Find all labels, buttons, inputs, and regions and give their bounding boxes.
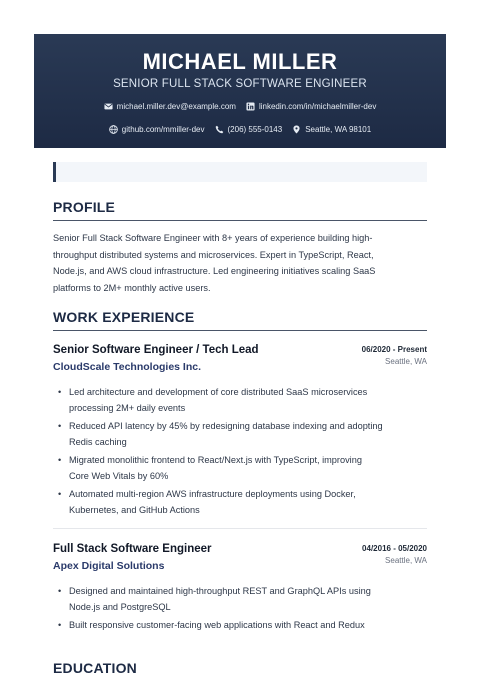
profile-rule (53, 220, 427, 221)
job-title: Senior Software Engineer / Tech Lead (53, 344, 259, 356)
job-company: CloudScale Technologies Inc. (53, 361, 201, 373)
list-item: • Migrated monolithic frontend to React/Next.js with TypeScript, improving Core Web Vitals by 60% (53, 452, 427, 484)
linkedin-icon (246, 102, 255, 111)
job-location: Seattle, WA (385, 357, 427, 366)
profile-heading: PROFILE (53, 199, 116, 215)
location-text: Seattle, WA 98101 (305, 125, 372, 134)
profile-line: Senior Full Stack Software Engineer with 8+ years of experience building high- (53, 233, 373, 243)
contact-github[interactable] (109, 125, 205, 134)
job-bullets (53, 384, 427, 520)
envelope-icon (104, 102, 113, 111)
list-item: • Designed and maintained high-throughput REST and GraphQL APIs using Node.js and PostgreSQL (53, 583, 427, 615)
email-text: michael.miller.dev@example.com (116, 102, 236, 111)
github-text: github.com/mmiller-dev (121, 125, 205, 134)
experience-rule (53, 330, 427, 331)
map-pin-icon (292, 125, 301, 134)
phone-text: (206) 555-0143 (227, 125, 283, 134)
contact-row-1 (34, 102, 446, 111)
linkedin-text: linkedin.com/in/michaelmiller-dev (258, 102, 377, 111)
contact-row-2 (34, 125, 446, 134)
resume-header (34, 34, 446, 148)
profile-line: throughput distributed systems and microservices. Expert in TypeScript, React, (53, 249, 374, 260)
profile-line: Node.js, and AWS cloud infrastructure. Led engineering initiatives scaling SaaS (53, 266, 376, 277)
job-divider (53, 528, 427, 529)
contact-email[interactable] (104, 102, 236, 111)
candidate-name: MICHAEL MILLER (142, 49, 338, 74)
job-title: Full Stack Software Engineer (53, 543, 212, 555)
globe-icon (109, 125, 118, 134)
profile-summary (53, 230, 427, 296)
list-item: • Built responsive customer-facing web applications with React and Redux (53, 617, 427, 633)
job-dates: 06/2020 - Present (361, 345, 427, 354)
profile-line: platforms to 2M+ monthly active users. (53, 282, 211, 293)
contact-location (292, 125, 371, 134)
phone-icon (215, 125, 224, 134)
list-item: • Led architecture and development of core distributed SaaS microservices processing 2M+ daily events (53, 384, 427, 416)
list-item: • Reduced API latency by 45% by redesigning database indexing and adopting Redis caching (53, 418, 427, 450)
list-item: • Automated multi-region AWS infrastructure deployments using Docker, Kubernetes, and GitHub Actions (53, 486, 427, 518)
job-bullets (53, 583, 427, 635)
job-dates: 04/2016 - 05/2020 (362, 544, 427, 553)
accent-bar (53, 162, 427, 182)
education-heading: EDUCATION (53, 660, 137, 676)
contact-linkedin[interactable] (246, 102, 376, 111)
experience-heading: WORK EXPERIENCE (53, 309, 195, 325)
job-company: Apex Digital Solutions (53, 560, 165, 572)
contact-phone[interactable] (215, 125, 283, 134)
candidate-title: SENIOR FULL STACK SOFTWARE ENGINEER (113, 78, 367, 90)
job-location: Seattle, WA (385, 556, 427, 565)
